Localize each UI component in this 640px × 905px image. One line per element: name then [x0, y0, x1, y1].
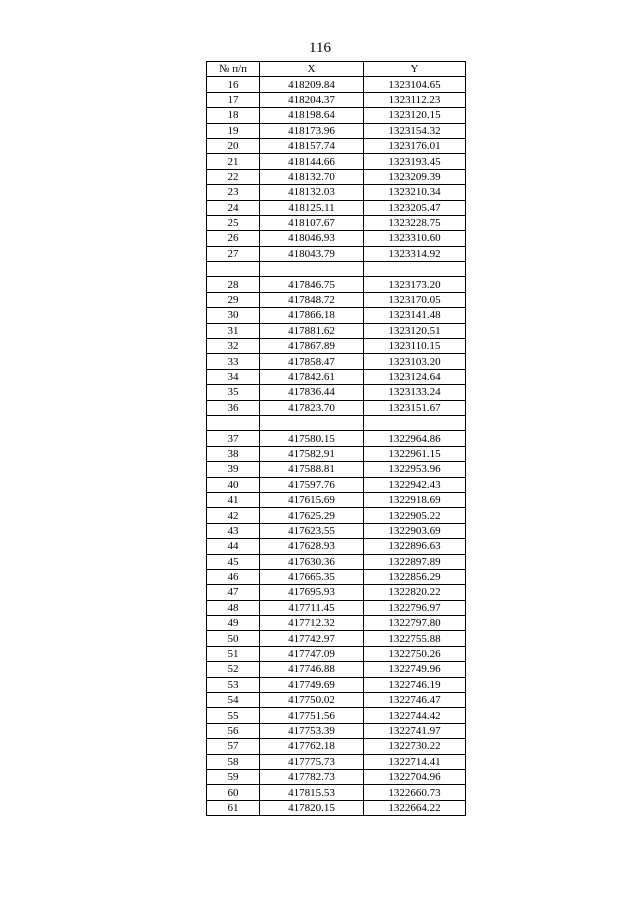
cell-x: 418198.64 — [260, 108, 364, 123]
cell-number: 30 — [207, 308, 260, 323]
cell-x: 417815.53 — [260, 785, 364, 800]
table-body — [207, 77, 466, 816]
cell-number: 31 — [207, 323, 260, 338]
table-row — [207, 446, 466, 461]
cell-y: 1323228.75 — [364, 215, 466, 230]
cell-number: 44 — [207, 539, 260, 554]
cell-y: 1323314.92 — [364, 246, 466, 261]
table-row — [207, 385, 466, 400]
cell-number: 24 — [207, 200, 260, 215]
cell-x: 417630.36 — [260, 554, 364, 569]
cell-number: 50 — [207, 631, 260, 646]
table-row — [207, 492, 466, 507]
header-row — [207, 62, 466, 77]
table-row — [207, 585, 466, 600]
table-row — [207, 739, 466, 754]
cell-y: 1323133.24 — [364, 385, 466, 400]
cell-y: 1322744.42 — [364, 708, 466, 723]
cell-x: 417867.89 — [260, 339, 364, 354]
cell-y: 1322660.73 — [364, 785, 466, 800]
cell-x: 417588.81 — [260, 462, 364, 477]
cell-y: 1322714.41 — [364, 754, 466, 769]
cell-x — [260, 415, 364, 430]
cell-y: 1322664.22 — [364, 800, 466, 815]
cell-number — [207, 262, 260, 277]
table-row — [207, 569, 466, 584]
cell-x: 417823.70 — [260, 400, 364, 415]
cell-x: 417836.44 — [260, 385, 364, 400]
table-row — [207, 646, 466, 661]
cell-y: 1323120.15 — [364, 108, 466, 123]
cell-number: 37 — [207, 431, 260, 446]
table-row — [207, 662, 466, 677]
cell-x: 417782.73 — [260, 769, 364, 784]
cell-y: 1322797.80 — [364, 616, 466, 631]
cell-y: 1323310.60 — [364, 231, 466, 246]
cell-number: 49 — [207, 616, 260, 631]
cell-y: 1323120.51 — [364, 323, 466, 338]
cell-number: 25 — [207, 215, 260, 230]
cell-number: 48 — [207, 600, 260, 615]
cell-y: 1323173.20 — [364, 277, 466, 292]
table-row — [207, 539, 466, 554]
table-row — [207, 215, 466, 230]
cell-number: 60 — [207, 785, 260, 800]
cell-y: 1322903.69 — [364, 523, 466, 538]
cell-y: 1322750.26 — [364, 646, 466, 661]
cell-y: 1323151.67 — [364, 400, 466, 415]
cell-x: 417820.15 — [260, 800, 364, 815]
table-row — [207, 138, 466, 153]
cell-number: 36 — [207, 400, 260, 415]
cell-x: 417615.69 — [260, 492, 364, 507]
cell-y: 1322704.96 — [364, 769, 466, 784]
cell-y: 1322896.63 — [364, 539, 466, 554]
table-row — [207, 754, 466, 769]
cell-y: 1322897.89 — [364, 554, 466, 569]
cell-x — [260, 262, 364, 277]
cell-x: 417580.15 — [260, 431, 364, 446]
cell-number: 22 — [207, 169, 260, 184]
cell-x: 418046.93 — [260, 231, 364, 246]
cell-x: 417712.32 — [260, 616, 364, 631]
table-row — [207, 231, 466, 246]
cell-number: 53 — [207, 677, 260, 692]
cell-x: 418144.66 — [260, 154, 364, 169]
page-number: 116 — [309, 40, 331, 56]
cell-x: 417881.62 — [260, 323, 364, 338]
cell-number: 43 — [207, 523, 260, 538]
header-number: № п/п — [207, 62, 260, 77]
cell-y — [364, 415, 466, 430]
cell-y: 1323210.34 — [364, 185, 466, 200]
cell-number: 61 — [207, 800, 260, 815]
cell-number: 47 — [207, 585, 260, 600]
cell-number: 59 — [207, 769, 260, 784]
header-y: Y — [364, 62, 466, 77]
cell-x: 417628.93 — [260, 539, 364, 554]
cell-number: 23 — [207, 185, 260, 200]
cell-y: 1323110.15 — [364, 339, 466, 354]
cell-y: 1323193.45 — [364, 154, 466, 169]
cell-x: 417842.61 — [260, 369, 364, 384]
cell-number: 39 — [207, 462, 260, 477]
cell-number: 29 — [207, 292, 260, 307]
cell-number: 20 — [207, 138, 260, 153]
cell-y: 1323104.65 — [364, 77, 466, 92]
table-row — [207, 800, 466, 815]
cell-number: 40 — [207, 477, 260, 492]
cell-x: 417775.73 — [260, 754, 364, 769]
cell-number: 35 — [207, 385, 260, 400]
cell-y: 1322918.69 — [364, 492, 466, 507]
cell-x: 418132.70 — [260, 169, 364, 184]
cell-x: 417846.75 — [260, 277, 364, 292]
cell-x: 417858.47 — [260, 354, 364, 369]
cell-y: 1322964.86 — [364, 431, 466, 446]
cell-y: 1323154.32 — [364, 123, 466, 138]
cell-y: 1323112.23 — [364, 92, 466, 107]
cell-x: 417597.76 — [260, 477, 364, 492]
cell-y — [364, 262, 466, 277]
table-row — [207, 185, 466, 200]
cell-number: 32 — [207, 339, 260, 354]
cell-number: 51 — [207, 646, 260, 661]
cell-number: 58 — [207, 754, 260, 769]
table-row — [207, 631, 466, 646]
cell-x: 418209.84 — [260, 77, 364, 92]
cell-y: 1322749.96 — [364, 662, 466, 677]
cell-x: 418132.03 — [260, 185, 364, 200]
table-row — [207, 369, 466, 384]
cell-number: 19 — [207, 123, 260, 138]
cell-number: 16 — [207, 77, 260, 92]
cell-y: 1322746.47 — [364, 693, 466, 708]
cell-number: 54 — [207, 693, 260, 708]
table-row — [207, 462, 466, 477]
cell-y: 1323141.48 — [364, 308, 466, 323]
cell-y: 1322856.29 — [364, 569, 466, 584]
cell-y: 1323170.05 — [364, 292, 466, 307]
cell-y: 1322730.22 — [364, 739, 466, 754]
table-row — [207, 477, 466, 492]
coordinates-table — [206, 61, 466, 816]
cell-x: 417746.88 — [260, 662, 364, 677]
cell-y: 1322905.22 — [364, 508, 466, 523]
table-row — [207, 92, 466, 107]
cell-y: 1323176.01 — [364, 138, 466, 153]
cell-x: 417695.93 — [260, 585, 364, 600]
table-row — [207, 523, 466, 538]
cell-x: 417866.18 — [260, 308, 364, 323]
cell-x: 417623.55 — [260, 523, 364, 538]
cell-y: 1322953.96 — [364, 462, 466, 477]
cell-x: 417753.39 — [260, 723, 364, 738]
table-row — [207, 785, 466, 800]
cell-number: 41 — [207, 492, 260, 507]
cell-number: 38 — [207, 446, 260, 461]
cell-y: 1323209.39 — [364, 169, 466, 184]
cell-x: 417750.02 — [260, 693, 364, 708]
table-row — [207, 708, 466, 723]
table-row — [207, 277, 466, 292]
table-row — [207, 600, 466, 615]
cell-number: 45 — [207, 554, 260, 569]
cell-y: 1322820.22 — [364, 585, 466, 600]
table-separator-row — [207, 415, 466, 430]
table-row — [207, 677, 466, 692]
cell-y: 1322942.43 — [364, 477, 466, 492]
cell-y: 1322755.88 — [364, 631, 466, 646]
table-row — [207, 123, 466, 138]
header-x: X — [260, 62, 364, 77]
cell-y: 1323103.20 — [364, 354, 466, 369]
cell-y: 1322746.19 — [364, 677, 466, 692]
cell-x: 418107.67 — [260, 215, 364, 230]
cell-number: 21 — [207, 154, 260, 169]
table-row — [207, 200, 466, 215]
cell-number: 33 — [207, 354, 260, 369]
cell-number: 56 — [207, 723, 260, 738]
table-row — [207, 400, 466, 415]
table-row — [207, 769, 466, 784]
table-header — [207, 62, 466, 77]
cell-y: 1323124.64 — [364, 369, 466, 384]
cell-x: 417582.91 — [260, 446, 364, 461]
cell-x: 417711.45 — [260, 600, 364, 615]
table-row — [207, 554, 466, 569]
table-row — [207, 616, 466, 631]
table-row — [207, 169, 466, 184]
table-row — [207, 108, 466, 123]
cell-number: 46 — [207, 569, 260, 584]
table-row — [207, 693, 466, 708]
cell-x: 417749.69 — [260, 677, 364, 692]
cell-number: 27 — [207, 246, 260, 261]
cell-x: 417848.72 — [260, 292, 364, 307]
cell-number: 34 — [207, 369, 260, 384]
cell-x: 418125.11 — [260, 200, 364, 215]
cell-number: 52 — [207, 662, 260, 677]
cell-number: 17 — [207, 92, 260, 107]
table-row — [207, 154, 466, 169]
table-row — [207, 508, 466, 523]
cell-y: 1323205.47 — [364, 200, 466, 215]
cell-x: 417665.35 — [260, 569, 364, 584]
cell-x: 418157.74 — [260, 138, 364, 153]
cell-number — [207, 415, 260, 430]
cell-x: 417747.09 — [260, 646, 364, 661]
table-row — [207, 339, 466, 354]
cell-number: 42 — [207, 508, 260, 523]
table-row — [207, 323, 466, 338]
table-row — [207, 431, 466, 446]
cell-x: 417625.29 — [260, 508, 364, 523]
cell-number: 57 — [207, 739, 260, 754]
cell-number: 28 — [207, 277, 260, 292]
table-row — [207, 354, 466, 369]
table-row — [207, 723, 466, 738]
cell-x: 417762.18 — [260, 739, 364, 754]
cell-x: 418173.96 — [260, 123, 364, 138]
table-row — [207, 308, 466, 323]
table-row — [207, 77, 466, 92]
cell-y: 1322961.15 — [364, 446, 466, 461]
cell-number: 55 — [207, 708, 260, 723]
cell-y: 1322741.97 — [364, 723, 466, 738]
table-separator-row — [207, 262, 466, 277]
cell-x: 417751.56 — [260, 708, 364, 723]
table-row — [207, 292, 466, 307]
cell-number: 18 — [207, 108, 260, 123]
cell-x: 418204.37 — [260, 92, 364, 107]
cell-number: 26 — [207, 231, 260, 246]
cell-x: 418043.79 — [260, 246, 364, 261]
cell-y: 1322796.97 — [364, 600, 466, 615]
cell-x: 417742.97 — [260, 631, 364, 646]
table-row — [207, 246, 466, 261]
